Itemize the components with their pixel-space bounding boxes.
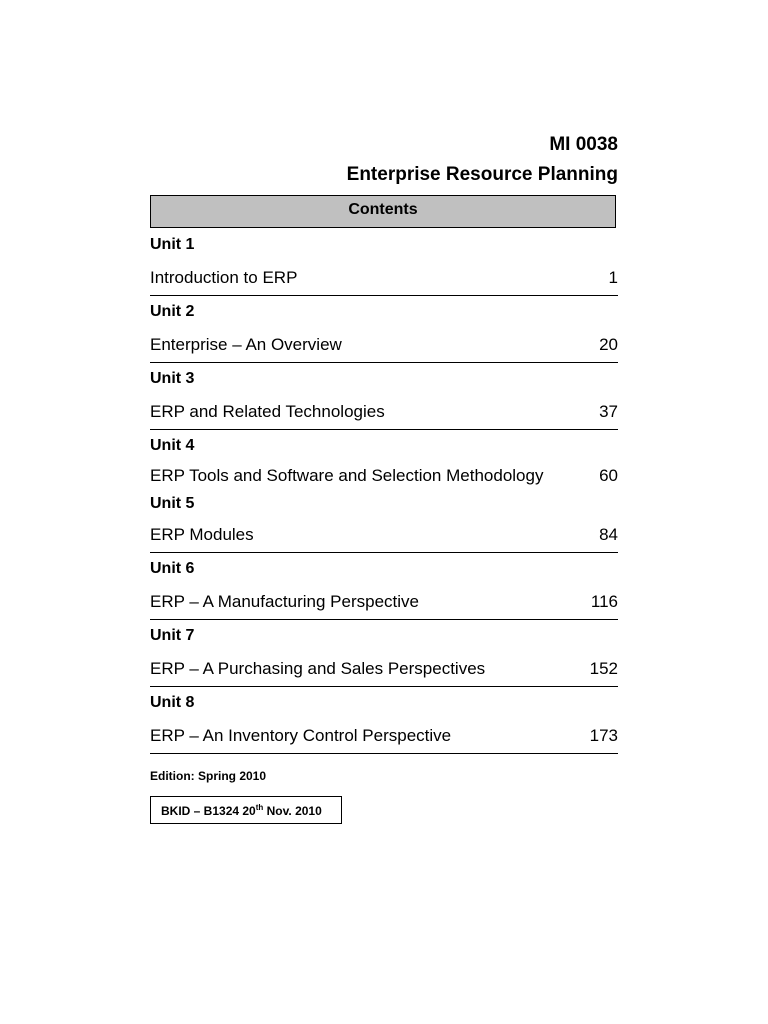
unit-title: Enterprise – An Overview <box>150 335 342 354</box>
unit-label: Unit 7 <box>150 627 195 644</box>
unit-row <box>150 719 618 753</box>
unit-label: Unit 3 <box>150 370 195 387</box>
unit-title: ERP Modules <box>150 525 254 544</box>
unit-page-number: 37 <box>599 402 618 421</box>
unit-page-number: 173 <box>589 726 618 745</box>
unit-page-number: 84 <box>599 525 618 544</box>
unit-title: ERP and Related Technologies <box>150 402 385 421</box>
unit-row <box>150 328 618 362</box>
unit-page-number: 60 <box>599 466 618 485</box>
unit-row <box>150 261 618 295</box>
unit-title: ERP – An Inventory Control Perspective <box>150 726 452 745</box>
unit-row <box>150 652 618 686</box>
unit-label: Unit 2 <box>150 303 195 320</box>
unit-page-number: 152 <box>589 659 618 678</box>
unit-title: ERP – A Purchasing and Sales Perspectives <box>150 659 486 678</box>
unit-title: ERP – A Manufacturing Perspective <box>150 592 420 611</box>
unit-page-number: 116 <box>590 592 618 611</box>
unit-page-number: 1 <box>608 268 618 287</box>
toc-entry-unit-6 <box>150 553 618 620</box>
toc-entry-unit-4 <box>150 430 618 490</box>
toc-entry-unit-7 <box>150 620 618 687</box>
unit-title: ERP Tools and Software and Selection Methodology <box>150 466 544 485</box>
contents-heading: Contents <box>150 195 616 228</box>
unit-row <box>150 518 618 552</box>
unit-row <box>150 395 618 429</box>
toc-entry-unit-3 <box>150 363 618 430</box>
unit-row <box>150 585 618 619</box>
toc-entry-unit-1 <box>150 229 618 296</box>
unit-row <box>150 462 618 490</box>
toc-entry-unit-2 <box>150 296 618 363</box>
unit-label: Unit 8 <box>150 694 195 711</box>
bkid-ordinal: th <box>255 803 264 812</box>
bkid-suffix: Nov. 2010 <box>263 804 322 818</box>
edition-note: Edition: Spring 2010 <box>150 769 267 783</box>
toc-entry-unit-8 <box>150 687 618 754</box>
unit-label: Unit 1 <box>150 236 195 253</box>
bkid-prefix: BKID – B1324 20 <box>161 804 256 818</box>
course-title: Enterprise Resource Planning <box>346 164 618 185</box>
unit-title: Introduction to ERP <box>150 268 298 287</box>
unit-page-number: 20 <box>599 335 618 354</box>
toc-entry-unit-5 <box>150 490 618 553</box>
table-of-contents <box>150 229 618 754</box>
unit-label: Unit 4 <box>150 437 195 454</box>
course-code: MI 0038 <box>549 134 618 155</box>
unit-label: Unit 6 <box>150 560 195 577</box>
unit-label: Unit 5 <box>150 495 195 512</box>
bkid-box <box>150 796 342 824</box>
